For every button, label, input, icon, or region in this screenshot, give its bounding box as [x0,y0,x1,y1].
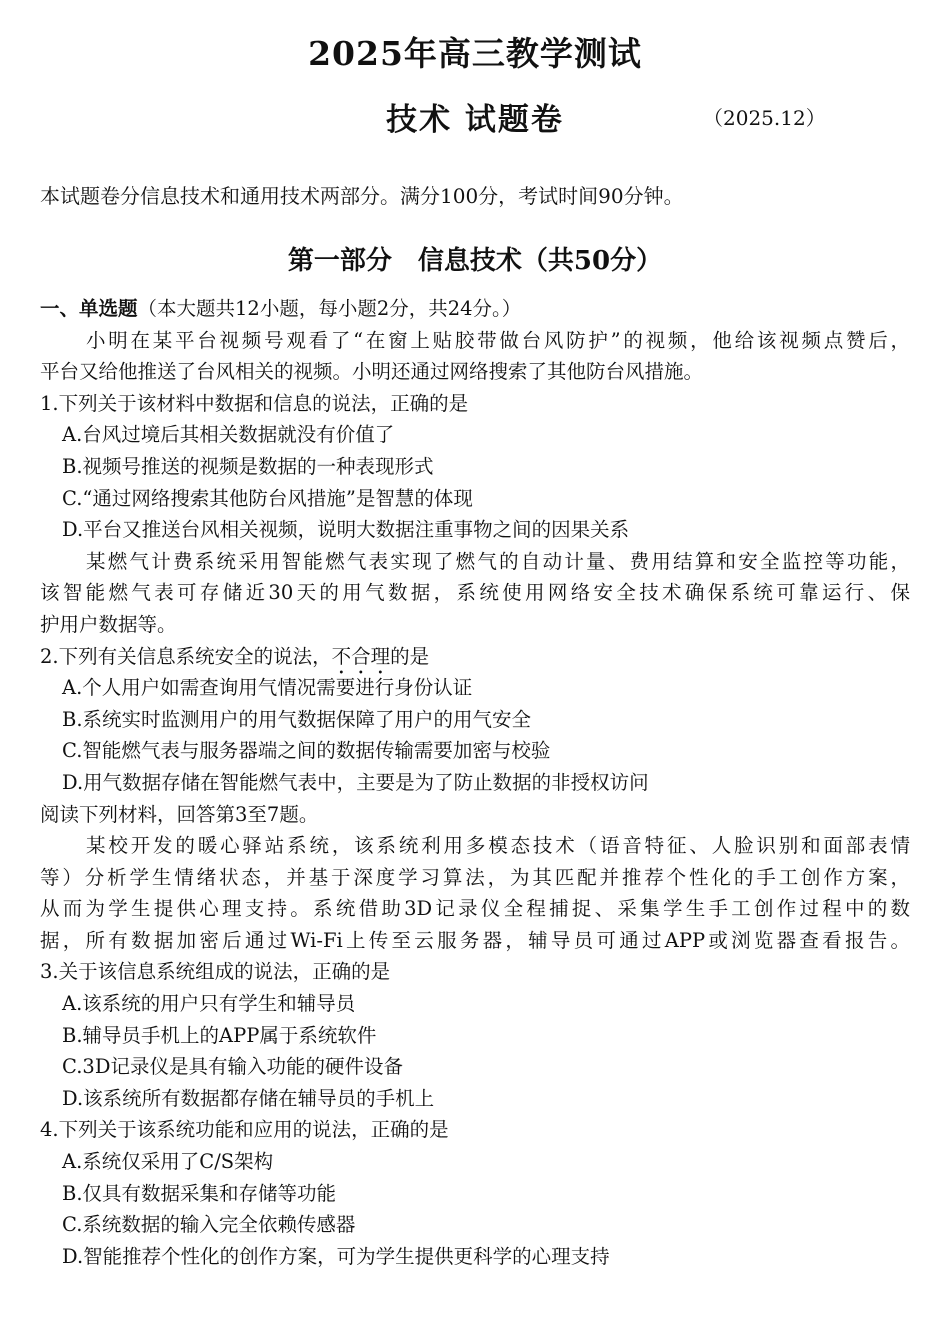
q2-stem-before: 2.下列有关信息系统安全的说法， [40,644,332,668]
material3-line: 从而为学生提供心理支持。系统借助3D记录仪全程捕捉、采集学生手工创作过程中的数 [40,897,910,921]
material2-line: 护用户数据等。 [40,612,177,636]
q4-option-b: B.仅具有数据采集和存储等功能 [62,1181,337,1205]
material2-line: 某燃气计费系统采用智能燃气表实现了燃气的自动计量、费用结算和安全监控等功能， [86,549,910,573]
q2-option-c: C.智能燃气表与服务器端之间的数据传输需要加密与校验 [62,739,551,763]
q1-stem: 1.下列关于该材料中数据和信息的说法，正确的是 [40,391,469,415]
q3-option-b: B.辅导员手机上的APP属于系统软件 [62,1023,377,1047]
material3-line: 据，所有数据加密后通过Wi-Fi上传至云服务器，辅导员可通过APP或浏览器查看报告。 [40,928,910,952]
exam-intro: 本试题卷分信息技术和通用技术两部分。满分100分，考试时间90分钟。 [40,184,684,208]
section1-label: 一、单选题 [40,297,138,320]
material3-line: 某校开发的暖心驿站系统，该系统利用多模态技术（语音特征、人脸识别和面部表情 [86,834,910,858]
reading-note: 阅读下列材料，回答第3至7题。 [40,802,319,826]
material1-line: 平台又给他推送了台风相关的视频。小明还通过网络搜索了其他防台风措施。 [40,360,704,384]
q2-option-d: D.用气数据存储在智能燃气表中，主要是为了防止数据的非授权访问 [62,770,649,794]
q2-option-a: A.个人用户如需查询用气情况需要进行身份认证 [62,676,473,700]
q2-stem-emphasis: 不合理 [331,644,391,668]
q4-stem: 4.下列关于该系统功能和应用的说法，正确的是 [40,1118,449,1142]
q1-option-a: A.台风过境后其相关数据就没有价值了 [62,423,395,447]
q2-option-b: B.系统实时监测用户的用气数据保障了用户的用气安全 [62,707,532,731]
question-body [40,293,910,1272]
section1-heading [40,293,910,325]
exam-subtitle: 技术 试题卷 [386,102,564,138]
q2-stem [40,641,910,673]
q4-option-d: D.智能推荐个性化的创作方案，可为学生提供更科学的心理支持 [62,1244,610,1268]
q4-option-c: C.系统数据的输入完全依赖传感器 [62,1213,356,1237]
q3-option-d: D.该系统所有数据都存储在辅导员的手机上 [62,1086,435,1110]
q1-option-d: D.平台又推送台风相关视频，说明大数据注重事物之间的因果关系 [62,518,630,542]
material2-line: 该智能燃气表可存储近30天的用气数据，系统使用网络安全技术确保系统可靠运行、保 [40,581,910,605]
q3-option-c: C.3D记录仪是具有输入功能的硬件设备 [62,1055,403,1079]
material1-line: 小明在某平台视频号观看了“在窗上贴胶带做台风防护”的视频，他给该视频点赞后， [86,328,910,352]
q3-option-a: A.该系统的用户只有学生和辅导员 [62,992,356,1016]
exam-title: 2025年高三教学测试 [308,34,642,73]
q2-stem-after: 的是 [390,644,430,668]
q1-option-b: B.视频号推送的视频是数据的一种表现形式 [62,454,434,478]
exam-date: （2025.12） [703,106,826,130]
section1-note: （本大题共12小题，每小题2分，共24分。） [137,297,522,320]
part1-heading: 第一部分 信息技术（共50分） [287,246,663,276]
subtitle-row [0,94,950,138]
q1-option-c: C.“通过网络搜索其他防台风措施”是智慧的体现 [62,486,473,510]
q4-option-a: A.系统仅采用了C/S架构 [62,1150,274,1174]
material3-line: 等）分析学生情绪状态，并基于深度学习算法，为其匹配并推荐个性化的手工创作方案， [40,865,910,889]
q3-stem: 3.关于该信息系统组成的说法，正确的是 [40,960,391,984]
